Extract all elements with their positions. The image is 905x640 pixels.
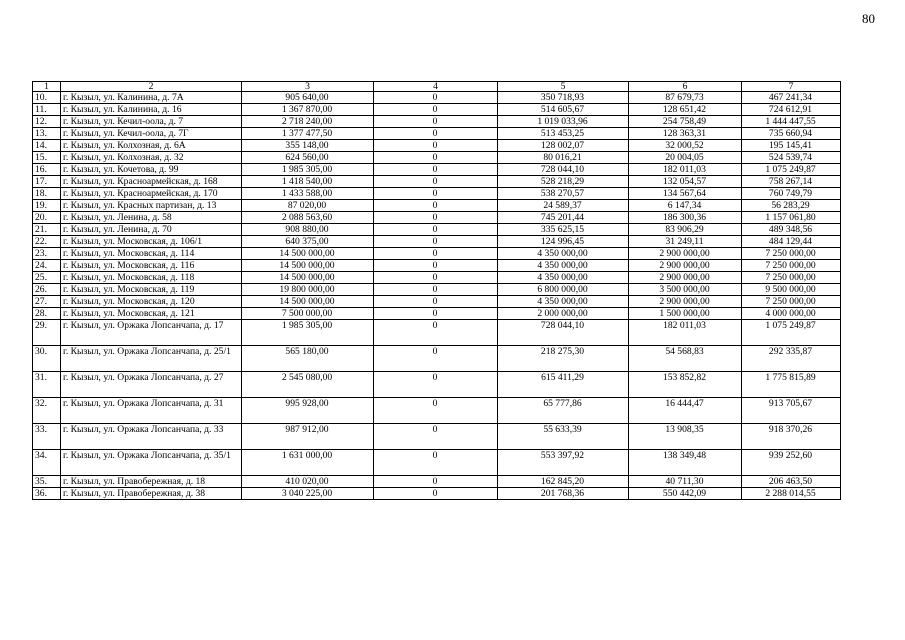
column-5-value: 4 350 000,00: [498, 260, 629, 272]
column-5-value: 218 275,30: [498, 346, 629, 372]
table-row: [33, 140, 841, 152]
table-row: [33, 320, 841, 346]
column-4-value: 0: [374, 176, 498, 188]
column-7-value: 1 444 447,55: [742, 116, 841, 128]
table-row: [33, 116, 841, 128]
total-cost: 1 985 305,00: [242, 320, 374, 346]
column-5-value: 514 605,67: [498, 104, 629, 116]
column-7-value: 206 463,50: [742, 476, 841, 488]
row-number: 13.: [33, 128, 61, 140]
address: г. Кызыл, ул. Ленина, д. 70: [61, 224, 242, 236]
column-4-value: 0: [374, 104, 498, 116]
table-row: [33, 188, 841, 200]
row-number: 14.: [33, 140, 61, 152]
column-4-value: 0: [374, 212, 498, 224]
column-6-value: 182 011,03: [629, 164, 742, 176]
column-4-value: 0: [374, 372, 498, 398]
column-7-value: 1 075 249,87: [742, 320, 841, 346]
column-5-value: 2 000 000,00: [498, 308, 629, 320]
table-row: [33, 488, 841, 500]
address: г. Кызыл, ул. Оржака Лопсанчапа, д. 25/1: [61, 346, 242, 372]
total-cost: 908 880,00: [242, 224, 374, 236]
column-6-value: 2 900 000,00: [629, 272, 742, 284]
column-4-value: 0: [374, 164, 498, 176]
column-4-value: 0: [374, 272, 498, 284]
column-7-value: 2 288 014,55: [742, 488, 841, 500]
table-row: [33, 398, 841, 424]
table-row: [33, 200, 841, 212]
column-6-value: 1 500 000,00: [629, 308, 742, 320]
column-7-value: 939 252,60: [742, 450, 841, 476]
address: г. Кызыл, ул. Оржака Лопсанчапа, д. 27: [61, 372, 242, 398]
address: г. Кызыл, ул. Кечил-оола, д. 7: [61, 116, 242, 128]
total-cost: 3 040 225,00: [242, 488, 374, 500]
row-number: 24.: [33, 260, 61, 272]
column-4-value: 0: [374, 224, 498, 236]
column-4-value: 0: [374, 92, 498, 104]
column-7-value: 195 145,41: [742, 140, 841, 152]
column-4-value: 0: [374, 140, 498, 152]
address: г. Кызыл, ул. Колхозная, д. 6А: [61, 140, 242, 152]
column-6-value: 128 363,31: [629, 128, 742, 140]
row-number: 26.: [33, 284, 61, 296]
column-7-value: 7 250 000,00: [742, 248, 841, 260]
column-5-value: 728 044,10: [498, 320, 629, 346]
column-7-value: 1 775 815,89: [742, 372, 841, 398]
column-5-value: 80 016,21: [498, 152, 629, 164]
column-7-value: 292 335,87: [742, 346, 841, 372]
column-7-value: 467 241,34: [742, 92, 841, 104]
address: г. Кызыл, ул. Кечил-оола, д. 7Г: [61, 128, 242, 140]
table-row: [33, 104, 841, 116]
column-header: 1: [33, 82, 61, 92]
column-7-value: 489 348,56: [742, 224, 841, 236]
column-6-value: 2 900 000,00: [629, 260, 742, 272]
column-4-value: 0: [374, 284, 498, 296]
table-row: [33, 260, 841, 272]
row-number: 21.: [33, 224, 61, 236]
table-row: [33, 296, 841, 308]
table-row: [33, 248, 841, 260]
total-cost: 2 088 563,60: [242, 212, 374, 224]
row-number: 31.: [33, 372, 61, 398]
row-number: 23.: [33, 248, 61, 260]
table-row: [33, 92, 841, 104]
column-6-value: 2 900 000,00: [629, 248, 742, 260]
column-7-value: 918 370,26: [742, 424, 841, 450]
column-4-value: 0: [374, 116, 498, 128]
column-7-value: 524 539,74: [742, 152, 841, 164]
column-6-value: 32 000,52: [629, 140, 742, 152]
column-5-value: 745 201,44: [498, 212, 629, 224]
column-5-value: 538 270,57: [498, 188, 629, 200]
column-5-value: 65 777,86: [498, 398, 629, 424]
address: г. Кызыл, ул. Правобережная, д. 38: [61, 488, 242, 500]
column-header: 6: [629, 82, 742, 92]
column-5-value: 1 019 033,96: [498, 116, 629, 128]
column-4-value: 0: [374, 200, 498, 212]
address: г. Кызыл, ул. Кочетова, д. 99: [61, 164, 242, 176]
column-7-value: 758 267,14: [742, 176, 841, 188]
column-5-value: 24 589,37: [498, 200, 629, 212]
column-4-value: 0: [374, 424, 498, 450]
row-number: 16.: [33, 164, 61, 176]
column-5-value: 513 453,25: [498, 128, 629, 140]
table-row: [33, 476, 841, 488]
column-5-value: 201 768,36: [498, 488, 629, 500]
column-7-value: 9 500 000,00: [742, 284, 841, 296]
table-row: [33, 224, 841, 236]
address: г. Кызыл, ул. Калинина, д. 16: [61, 104, 242, 116]
column-6-value: 153 852,82: [629, 372, 742, 398]
row-number: 15.: [33, 152, 61, 164]
column-7-value: 7 250 000,00: [742, 296, 841, 308]
table-row: [33, 152, 841, 164]
total-cost: 1 367 870,00: [242, 104, 374, 116]
row-number: 25.: [33, 272, 61, 284]
column-6-value: 134 567,64: [629, 188, 742, 200]
column-5-value: 528 218,29: [498, 176, 629, 188]
row-number: 36.: [33, 488, 61, 500]
column-6-value: 54 568,83: [629, 346, 742, 372]
column-7-value: 913 705,67: [742, 398, 841, 424]
column-7-value: 1 157 061,80: [742, 212, 841, 224]
column-7-value: 724 612,91: [742, 104, 841, 116]
column-header: 7: [742, 82, 841, 92]
total-cost: 1 985 305,00: [242, 164, 374, 176]
total-cost: 1 418 540,00: [242, 176, 374, 188]
table-row: [33, 212, 841, 224]
address: г. Кызыл, ул. Оржака Лопсанчапа, д. 31: [61, 398, 242, 424]
column-header: 4: [374, 82, 498, 92]
address: г. Кызыл, ул. Красноармейская, д. 170: [61, 188, 242, 200]
total-cost: 87 020,00: [242, 200, 374, 212]
address: г. Кызыл, ул. Ленина, д. 58: [61, 212, 242, 224]
table-row: [33, 424, 841, 450]
total-cost: 995 928,00: [242, 398, 374, 424]
column-4-value: 0: [374, 398, 498, 424]
total-cost: 2 545 080,00: [242, 372, 374, 398]
table-row: [33, 372, 841, 398]
total-cost: 1 433 588,00: [242, 188, 374, 200]
column-6-value: 20 004,05: [629, 152, 742, 164]
column-header: 3: [242, 82, 374, 92]
column-4-value: 0: [374, 346, 498, 372]
table-row: [33, 128, 841, 140]
address: г. Кызыл, ул. Красных партизан, д. 13: [61, 200, 242, 212]
column-7-value: 760 749,79: [742, 188, 841, 200]
address: г. Кызыл, ул. Оржака Лопсанчапа, д. 17: [61, 320, 242, 346]
address: г. Кызыл, ул. Правобережная, д. 18: [61, 476, 242, 488]
column-6-value: 87 679,73: [629, 92, 742, 104]
column-5-value: 124 996,45: [498, 236, 629, 248]
row-number: 33.: [33, 424, 61, 450]
address: г. Кызыл, ул. Красноармейская, д. 168: [61, 176, 242, 188]
column-6-value: 550 442,09: [629, 488, 742, 500]
column-6-value: 13 908,35: [629, 424, 742, 450]
column-5-value: 335 625,15: [498, 224, 629, 236]
table-row: [33, 176, 841, 188]
total-cost: 1 631 000,00: [242, 450, 374, 476]
column-6-value: 2 900 000,00: [629, 296, 742, 308]
total-cost: 14 500 000,00: [242, 296, 374, 308]
address: г. Кызыл, ул. Московская, д. 118: [61, 272, 242, 284]
table-row: [33, 308, 841, 320]
data-table: [32, 81, 841, 500]
column-4-value: 0: [374, 488, 498, 500]
total-cost: 7 500 000,00: [242, 308, 374, 320]
row-number: 27.: [33, 296, 61, 308]
total-cost: 565 180,00: [242, 346, 374, 372]
column-7-value: 7 250 000,00: [742, 260, 841, 272]
column-5-value: 350 718,93: [498, 92, 629, 104]
column-4-value: 0: [374, 188, 498, 200]
total-cost: 640 375,00: [242, 236, 374, 248]
row-number: 11.: [33, 104, 61, 116]
address: г. Кызыл, ул. Московская, д. 114: [61, 248, 242, 260]
total-cost: 987 912,00: [242, 424, 374, 450]
address: г. Кызыл, ул. Московская, д. 119: [61, 284, 242, 296]
row-number: 19.: [33, 200, 61, 212]
column-5-value: 553 397,92: [498, 450, 629, 476]
address: г. Кызыл, ул. Московская, д. 120: [61, 296, 242, 308]
total-cost: 14 500 000,00: [242, 272, 374, 284]
column-header: 5: [498, 82, 629, 92]
column-6-value: 254 758,49: [629, 116, 742, 128]
row-number: 28.: [33, 308, 61, 320]
column-5-value: 728 044,10: [498, 164, 629, 176]
column-6-value: 31 249,11: [629, 236, 742, 248]
address: г. Кызыл, ул. Московская, д. 106/1: [61, 236, 242, 248]
row-number: 29.: [33, 320, 61, 346]
table-row: [33, 346, 841, 372]
column-7-value: 4 000 000,00: [742, 308, 841, 320]
address: г. Кызыл, ул. Колхозная, д. 32: [61, 152, 242, 164]
column-5-value: 55 633,39: [498, 424, 629, 450]
column-6-value: 182 011,03: [629, 320, 742, 346]
total-cost: 1 377 477,50: [242, 128, 374, 140]
row-number: 10.: [33, 92, 61, 104]
column-4-value: 0: [374, 308, 498, 320]
table-header-row: [33, 82, 841, 92]
column-6-value: 132 054,57: [629, 176, 742, 188]
row-number: 12.: [33, 116, 61, 128]
column-6-value: 6 147,34: [629, 200, 742, 212]
column-6-value: 138 349,48: [629, 450, 742, 476]
table-row: [33, 284, 841, 296]
column-7-value: 1 075 249,87: [742, 164, 841, 176]
row-number: 20.: [33, 212, 61, 224]
total-cost: 14 500 000,00: [242, 248, 374, 260]
column-5-value: 162 845,20: [498, 476, 629, 488]
total-cost: 14 500 000,00: [242, 260, 374, 272]
column-4-value: 0: [374, 236, 498, 248]
table-row: [33, 272, 841, 284]
total-cost: 355 148,00: [242, 140, 374, 152]
table-row: [33, 450, 841, 476]
address: г. Кызыл, ул. Калинина, д. 7А: [61, 92, 242, 104]
column-5-value: 6 800 000,00: [498, 284, 629, 296]
total-cost: 19 800 000,00: [242, 284, 374, 296]
column-6-value: 83 906,29: [629, 224, 742, 236]
column-7-value: 735 660,94: [742, 128, 841, 140]
column-6-value: 186 300,36: [629, 212, 742, 224]
column-header: 2: [61, 82, 242, 92]
table-row: [33, 236, 841, 248]
column-4-value: 0: [374, 128, 498, 140]
address: г. Кызыл, ул. Московская, д. 121: [61, 308, 242, 320]
column-4-value: 0: [374, 320, 498, 346]
column-6-value: 3 500 000,00: [629, 284, 742, 296]
address: г. Кызыл, ул. Оржака Лопсанчапа, д. 33: [61, 424, 242, 450]
column-6-value: 128 651,42: [629, 104, 742, 116]
total-cost: 905 640,00: [242, 92, 374, 104]
total-cost: 2 718 240,00: [242, 116, 374, 128]
address: г. Кызыл, ул. Московская, д. 116: [61, 260, 242, 272]
total-cost: 624 560,00: [242, 152, 374, 164]
column-7-value: 484 129,44: [742, 236, 841, 248]
column-6-value: 16 444,47: [629, 398, 742, 424]
row-number: 17.: [33, 176, 61, 188]
column-4-value: 0: [374, 260, 498, 272]
column-5-value: 4 350 000,00: [498, 296, 629, 308]
column-5-value: 4 350 000,00: [498, 272, 629, 284]
column-4-value: 0: [374, 450, 498, 476]
row-number: 18.: [33, 188, 61, 200]
page-number: 80: [862, 11, 875, 26]
row-number: 34.: [33, 450, 61, 476]
total-cost: 410 020,00: [242, 476, 374, 488]
row-number: 35.: [33, 476, 61, 488]
column-7-value: 7 250 000,00: [742, 272, 841, 284]
column-4-value: 0: [374, 248, 498, 260]
row-number: 22.: [33, 236, 61, 248]
column-5-value: 4 350 000,00: [498, 248, 629, 260]
row-number: 32.: [33, 398, 61, 424]
column-5-value: 128 002,07: [498, 140, 629, 152]
address: г. Кызыл, ул. Оржака Лопсанчапа, д. 35/1: [61, 450, 242, 476]
column-4-value: 0: [374, 152, 498, 164]
column-5-value: 615 411,29: [498, 372, 629, 398]
row-number: 30.: [33, 346, 61, 372]
column-4-value: 0: [374, 476, 498, 488]
column-7-value: 56 283,29: [742, 200, 841, 212]
table-row: [33, 164, 841, 176]
column-4-value: 0: [374, 296, 498, 308]
column-6-value: 40 711,30: [629, 476, 742, 488]
